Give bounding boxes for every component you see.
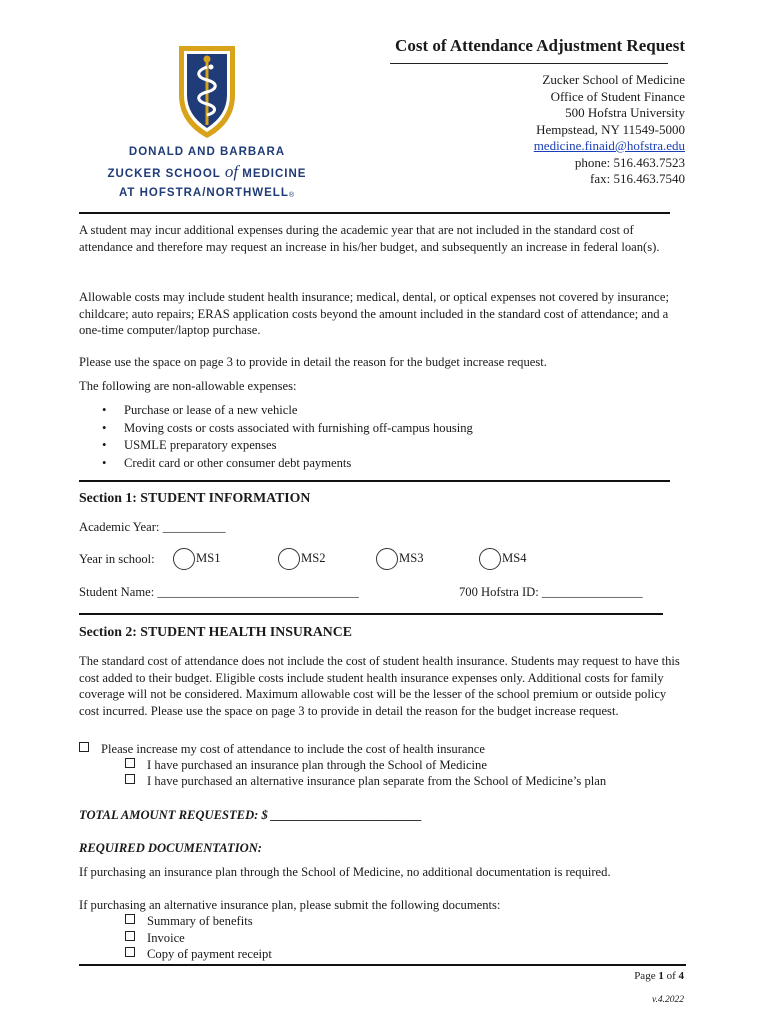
intro-paragraph-2: Allowable costs may include student health insurance; medical, dental, or optical expenses not covered by insurance; childcare; auto repairs; ERAS application costs beyond the amount included in the standard cost of attendance; and a one-time computer/laptop purchase. <box>79 290 669 338</box>
radio-label: MS3 <box>399 550 424 565</box>
radio-ms4[interactable] <box>479 548 527 570</box>
list-item: • Credit card or other consumer debt payments <box>100 455 473 473</box>
page-word: Page <box>634 970 656 982</box>
fax-number: fax: 516.463.7540 <box>590 171 685 186</box>
checkbox-invoice[interactable] <box>125 931 185 946</box>
office-address <box>534 72 685 188</box>
radio-ms2[interactable] <box>278 548 326 570</box>
address-line: 500 Hofstra University <box>565 105 685 120</box>
non-allowable-list <box>100 402 473 472</box>
page-current: 1 <box>658 970 664 982</box>
checkbox-increase-coa[interactable] <box>79 742 485 757</box>
logo-line-1: DONALD AND BARBARA <box>128 146 286 158</box>
radio-label: MS2 <box>301 550 326 565</box>
of-word: of <box>666 970 676 982</box>
logo-medicine: MEDICINE <box>242 168 307 180</box>
section-1-title: Section 1: STUDENT INFORMATION <box>79 490 311 505</box>
checkbox-label: Please increase my cost of attendance to include the cost of health insurance <box>101 742 485 756</box>
list-item: • Purchase or lease of a new vehicle <box>100 402 473 420</box>
checkbox-icon[interactable] <box>125 774 135 784</box>
section-1-top-divider <box>79 480 670 482</box>
radio-ms1[interactable] <box>173 548 221 570</box>
intro-paragraph-1: A student may incur additional expenses during the academic year that are not included in the standard cost of attendance and therefore may request an increase in his/her budget, and subsequently an increase in federal loan(s). <box>79 223 660 254</box>
header-divider <box>79 212 670 214</box>
checkbox-label: I have purchased an alternative insurance plan separate from the School of Medicine’s plan <box>147 774 607 788</box>
logo-hofstra-northwell: AT HOFSTRA/NORTHWELL <box>118 187 289 199</box>
radio-circle-icon[interactable] <box>479 548 501 570</box>
page-number <box>634 970 684 982</box>
intro-paragraph-4: The following are non-allowable expenses: <box>79 379 297 393</box>
address-line: Hempstead, NY 11549-5000 <box>536 121 685 137</box>
radio-circle-icon[interactable] <box>376 548 398 570</box>
list-item: • Moving costs or costs associated with furnishing off-campus housing <box>100 420 473 438</box>
footer-divider <box>79 964 686 966</box>
title-divider <box>390 63 668 64</box>
documentation-line-1: If purchasing an insurance plan through the School of Medicine, no additional documentation is required. <box>79 865 611 879</box>
address-line: Zucker School of Medicine <box>542 72 685 87</box>
school-shield-logo-icon <box>176 43 238 141</box>
version-label: v.4.2022 <box>651 995 684 1005</box>
checkbox-alternative-plan[interactable] <box>125 774 606 789</box>
page-total: 4 <box>678 970 684 982</box>
list-item: • USMLE preparatory expenses <box>100 437 473 455</box>
radio-label: MS1 <box>196 550 221 565</box>
health-insurance-paragraph: The standard cost of attendance does not include the cost of student health insurance. Students may request to have this cost added to their budget. Eligible costs include student health insurance expenses only. Additional costs for family coverage will not be considered. Maximum allowable cost will be the lesser of the school premium or outside policy cost incurred. Please use the space on page 3 to provide in detail the reason for the budget increase request. <box>79 654 680 718</box>
year-in-school-label: Year in school: <box>79 552 155 566</box>
checkbox-summary-of-benefits[interactable] <box>125 914 253 929</box>
checkbox-icon[interactable] <box>125 931 135 941</box>
intro-paragraph-3: Please use the space on page 3 to provide in detail the reason for the budget increase request. <box>79 355 547 369</box>
radio-ms3[interactable] <box>376 548 424 570</box>
section-2-top-divider <box>79 613 663 615</box>
checkbox-icon[interactable] <box>125 914 135 924</box>
address-line: Office of Student Finance <box>550 88 685 104</box>
student-name-field[interactable]: Student Name: ________________________________ <box>79 585 359 599</box>
checkbox-school-plan[interactable] <box>125 758 487 773</box>
checkbox-label: Invoice <box>147 931 185 945</box>
checkbox-icon[interactable] <box>79 742 89 752</box>
checkbox-label: Summary of benefits <box>147 914 253 928</box>
logo-zucker-school: ZUCKER SCHOOL <box>107 168 221 180</box>
radio-label: MS4 <box>502 550 527 565</box>
email-link[interactable]: medicine.finaid@hofstra.edu <box>533 138 685 153</box>
checkbox-label: Copy of payment receipt <box>147 947 272 961</box>
phone-number: phone: 516.463.7523 <box>574 154 685 170</box>
hofstra-id-field[interactable]: 700 Hofstra ID: ________________ <box>459 585 643 599</box>
radio-circle-icon[interactable] <box>173 548 195 570</box>
page-title: Cost of Attendance Adjustment Request <box>395 36 685 55</box>
checkbox-payment-receipt[interactable] <box>125 947 272 962</box>
radio-circle-icon[interactable] <box>278 548 300 570</box>
documentation-line-2: If purchasing an alternative insurance plan, please submit the following documents: <box>79 898 501 912</box>
checkbox-label: I have purchased an insurance plan through the School of Medicine <box>147 758 487 772</box>
logo-line-2 <box>70 162 344 182</box>
total-amount-field[interactable]: TOTAL AMOUNT REQUESTED: $ ________________________ <box>79 808 423 822</box>
registered-mark: ® <box>288 192 296 199</box>
checkbox-icon[interactable] <box>125 947 135 957</box>
logo-of: of <box>224 162 239 181</box>
section-2-title: Section 2: STUDENT HEALTH INSURANCE <box>79 624 352 639</box>
academic-year-field[interactable]: Academic Year: __________ <box>79 520 226 534</box>
required-documentation-heading: REQUIRED DOCUMENTATION: <box>79 841 262 855</box>
checkbox-icon[interactable] <box>125 758 135 768</box>
logo-line-3 <box>70 187 344 199</box>
